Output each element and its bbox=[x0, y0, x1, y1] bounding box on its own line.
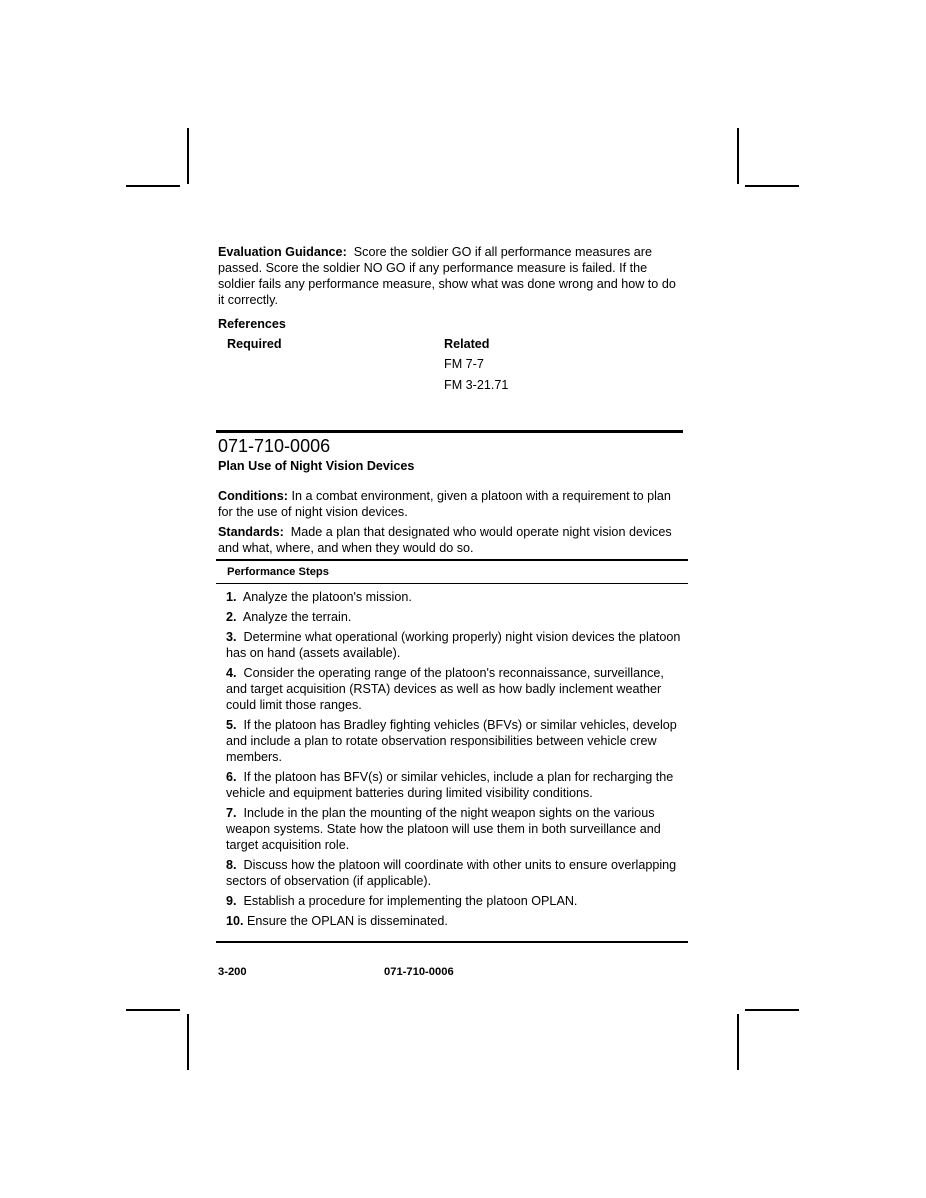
list-item bbox=[226, 589, 684, 605]
list-item bbox=[226, 913, 684, 929]
crop-mark-bottom-left-vertical bbox=[187, 1014, 189, 1070]
evaluation-guidance-text: Score the soldier GO if all performance measures are passed. Score the soldier NO GO if any performance measure is failed. If the soldier fails any performance measure, show what was done wrong and how to do it correctly. bbox=[218, 245, 676, 307]
step-number: 3. bbox=[226, 630, 237, 644]
step-text: Include in the plan the mounting of the night weapon sights on the various weapon systems. State how the platoon will use them in both surveillance and target acquisition role. bbox=[226, 806, 661, 852]
step-number: 7. bbox=[226, 806, 237, 820]
step-text: Ensure the OPLAN is disseminated. bbox=[247, 914, 448, 928]
section-divider bbox=[216, 430, 683, 433]
conditions-text: In a combat environment, given a platoon with a requirement to plan for the use of night vision devices. bbox=[218, 489, 671, 519]
table-bottom-rule bbox=[216, 941, 688, 943]
performance-steps-list bbox=[226, 589, 684, 933]
crop-mark-top-right-horizontal bbox=[745, 185, 799, 187]
list-item bbox=[226, 769, 684, 801]
step-number: 1. bbox=[226, 590, 237, 604]
table-header-rule bbox=[216, 583, 688, 584]
step-text: Determine what operational (working properly) night vision devices the platoon has on hand (assets available). bbox=[226, 630, 681, 660]
evaluation-guidance bbox=[218, 244, 680, 308]
step-text: Discuss how the platoon will coordinate with other units to ensure overlapping sectors of observation (if applicable). bbox=[226, 858, 677, 888]
task-number: 071-710-0006 bbox=[218, 436, 331, 456]
step-number: 8. bbox=[226, 858, 237, 872]
conditions-label: Conditions: bbox=[218, 489, 288, 503]
step-number: 4. bbox=[226, 666, 237, 680]
list-item bbox=[226, 805, 684, 853]
evaluation-guidance-label: Evaluation Guidance: bbox=[218, 245, 347, 259]
related-reference-item: FM 3-21.71 bbox=[444, 378, 509, 392]
step-text: Analyze the platoon's mission. bbox=[242, 590, 412, 604]
crop-mark-bottom-right-horizontal bbox=[745, 1009, 799, 1011]
step-number: 2. bbox=[226, 610, 237, 624]
list-item bbox=[226, 665, 684, 713]
step-text: If the platoon has Bradley fighting vehicles (BFVs) or similar vehicles, develop and include a plan to rotate observation responsibilities between vehicle crew members. bbox=[226, 718, 677, 764]
page-number: 3-200 bbox=[218, 966, 247, 978]
references-heading: References bbox=[218, 317, 286, 331]
step-text: Analyze the terrain. bbox=[242, 610, 352, 624]
crop-mark-bottom-right-vertical bbox=[737, 1014, 739, 1070]
list-item bbox=[226, 609, 684, 625]
conditions bbox=[218, 488, 683, 520]
crop-mark-bottom-left-horizontal bbox=[126, 1009, 180, 1011]
performance-steps-heading: Performance Steps bbox=[227, 566, 329, 578]
step-text: If the platoon has BFV(s) or similar vehicles, include a plan for recharging the vehicle and equipment batteries during limited visibility conditions. bbox=[226, 770, 674, 800]
list-item bbox=[226, 629, 684, 661]
task-title: Plan Use of Night Vision Devices bbox=[218, 459, 415, 473]
standards-text: Made a plan that designated who would operate night vision devices and what, where, and when they would do so. bbox=[218, 525, 672, 555]
step-text: Establish a procedure for implementing the platoon OPLAN. bbox=[243, 894, 578, 908]
crop-mark-top-left-horizontal bbox=[126, 185, 180, 187]
required-references-label: Required bbox=[227, 337, 282, 351]
list-item bbox=[226, 857, 684, 889]
step-number: 5. bbox=[226, 718, 237, 732]
list-item bbox=[226, 893, 684, 909]
list-item bbox=[226, 717, 684, 765]
related-references-label: Related bbox=[444, 337, 490, 351]
standards bbox=[218, 524, 683, 556]
step-number: 6. bbox=[226, 770, 237, 784]
step-text: Consider the operating range of the platoon's reconnaissance, surveillance, and target acquisition (RSTA) devices as well as how badly inclement weather could limit those ranges. bbox=[226, 666, 664, 712]
footer-task-number: 071-710-0006 bbox=[384, 966, 454, 978]
related-reference-item: FM 7-7 bbox=[444, 357, 484, 371]
standards-label: Standards: bbox=[218, 525, 284, 539]
step-number: 10. bbox=[226, 914, 244, 928]
crop-mark-top-left-vertical bbox=[187, 128, 189, 184]
step-number: 9. bbox=[226, 894, 237, 908]
crop-mark-top-right-vertical bbox=[737, 128, 739, 184]
table-top-rule bbox=[216, 559, 688, 561]
